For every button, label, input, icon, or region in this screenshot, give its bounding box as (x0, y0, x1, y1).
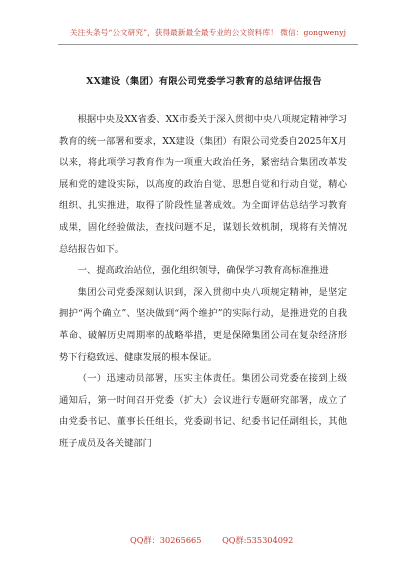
paragraph-intro: 根据中央及XX省委、XX市委关于深入贯彻中央八项规定精神学习教育的统一部署和要求，XX建设（集团）有限公司党委自2025年X月以来，将此项学习教育作为一项重大政治任务，紧密结合集团改革发展和党的建设实际，以高度的政治自觉、思想自觉和行动自觉，精心组织、扎实推进，取得了阶段性显著成效。为全面评估总结学习教育成果，固化经验做法，查找问题不足，谋划长效机制，现将有关情况总结报告如下。 (59, 114, 347, 255)
footer-qq-group-2: QQ群:535304092 (222, 535, 294, 545)
paragraph-section-1: 集团公司党委深刻认识到，深入贯彻中央八项规定精神，是坚定拥护“两个确立”、坚决做到“两个维护”的实际行动，是推进党的自我革命、破解历史周期率的战略举措，更是保障集团公司在复杂经济形势下行稳致远、健康发展的根本保证。 (59, 286, 347, 363)
paragraph-subsection-1: （一）迅速动员部署，压实主体责任。集团公司党委在接到上级通知后，第一时间召开党委（扩大）会议进行专题研究部署，成立了由党委书记、董事长任组长，党委副书记、纪委书记任副组长，其他班子成员及各关键部门 (59, 373, 347, 449)
footer-qq-group-1: QQ群：30265665 (130, 535, 202, 545)
header-divider (58, 44, 358, 45)
footer-qq-groups (130, 535, 294, 546)
document-title: XX建设（集团）有限公司党委学习教育的总结评估报告 (86, 76, 322, 87)
header-promo-note: 关注头条号“公文研究”，获得最新最全最专业的公文资料库！ 微信：gongwenyj (69, 28, 347, 37)
document-body (59, 109, 347, 455)
section-heading-1: 一、提高政治站位，强化组织领导，确保学习教育高标准推进 (77, 265, 329, 277)
